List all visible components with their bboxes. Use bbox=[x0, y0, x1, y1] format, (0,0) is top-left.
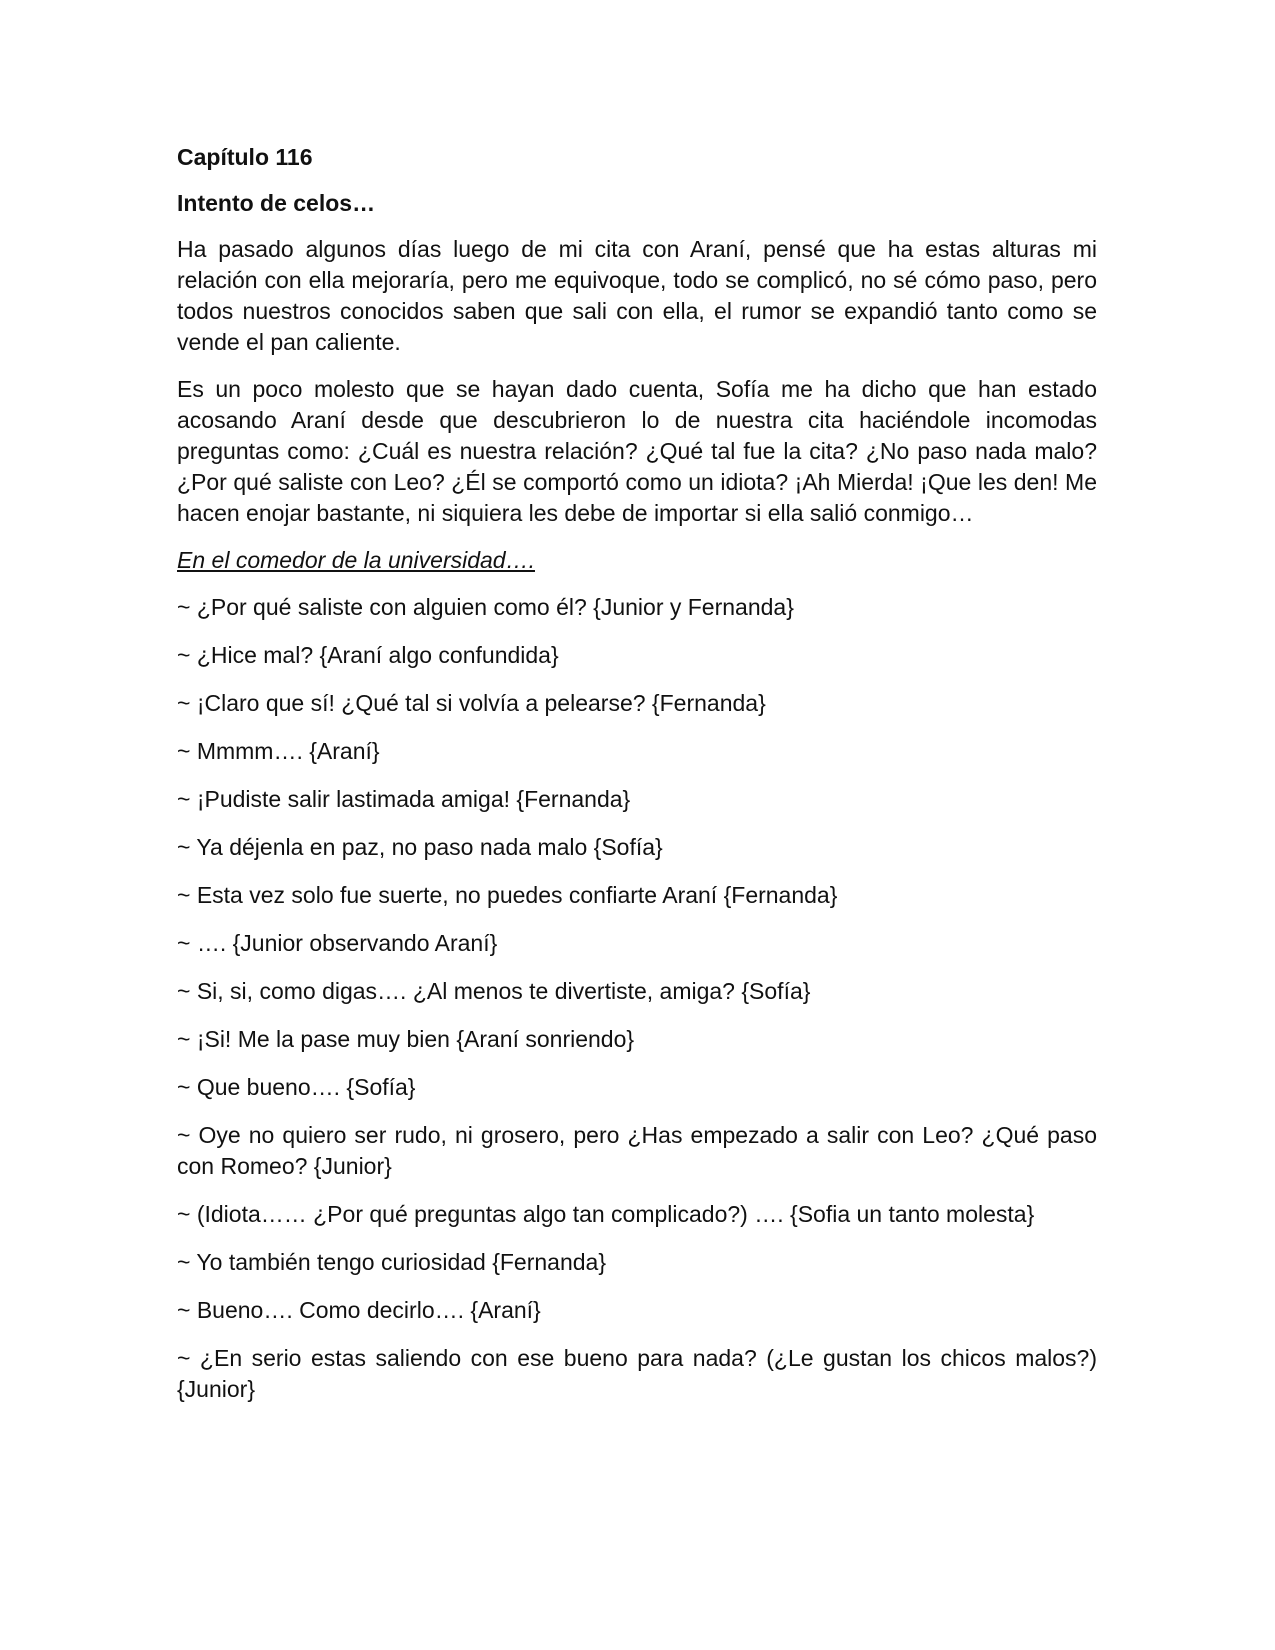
dialogue-line: ~ ¿En serio estas saliendo con ese bueno para nada? (¿Le gustan los chicos malos?) {Junior} bbox=[177, 1345, 1097, 1402]
dialogue-line: ~ Ya déjenla en paz, no paso nada malo {Sofía} bbox=[177, 834, 663, 860]
dialogue-line: ~ …. {Junior observando Araní} bbox=[177, 930, 498, 956]
dialogue-line: ~ Esta vez solo fue suerte, no puedes confiarte Araní {Fernanda} bbox=[177, 882, 838, 908]
dialogue-line: ~ Mmmm…. {Araní} bbox=[177, 738, 380, 764]
dialogue-line: ~ (Idiota…… ¿Por qué preguntas algo tan complicado?) …. {Sofia un tanto molesta} bbox=[177, 1201, 1035, 1227]
dialogue-list bbox=[177, 592, 1097, 1405]
dialogue-line: ~ Yo también tengo curiosidad {Fernanda} bbox=[177, 1249, 607, 1275]
document-page bbox=[177, 142, 1097, 1422]
scene-heading: En el comedor de la universidad…. bbox=[177, 547, 535, 573]
dialogue-line: ~ ¡Pudiste salir lastimada amiga! {Fernanda} bbox=[177, 786, 631, 812]
body-paragraph: Es un poco molesto que se hayan dado cuenta, Sofía me ha dicho que han estado acosando Araní desde que descubrieron lo de nuestra cita haciéndole incomodas preguntas como: ¿Cuál es nuestra relación? ¿Qué tal fue la cita? ¿No paso nada malo? ¿Por qué saliste con Leo? ¿Él se comportó como un idiota? ¡Ah Mierda! ¡Que les den! Me hacen enojar bastante, ni siquiera les debe de importar si ella salió conmigo… bbox=[177, 376, 1097, 526]
chapter-subtitle: Intento de celos… bbox=[177, 190, 376, 216]
dialogue-line: ~ Bueno…. Como decirlo…. {Araní} bbox=[177, 1297, 541, 1323]
body-paragraph: Ha pasado algunos días luego de mi cita con Araní, pensé que ha estas alturas mi relación con ella mejoraría, pero me equivoque, todo se complicó, no sé cómo paso, pero todos nuestros conocidos saben que sali con ella, el rumor se expandió tanto como se vende el pan caliente. bbox=[177, 236, 1097, 355]
dialogue-line: ~ ¿Hice mal? {Araní algo confundida} bbox=[177, 642, 559, 668]
dialogue-line: ~ ¿Por qué saliste con alguien como él? {Junior y Fernanda} bbox=[177, 594, 794, 620]
dialogue-line: ~ ¡Si! Me la pase muy bien {Araní sonriendo} bbox=[177, 1026, 635, 1052]
chapter-title: Capítulo 116 bbox=[177, 144, 313, 170]
dialogue-line: ~ Oye no quiero ser rudo, ni grosero, pero ¿Has empezado a salir con Leo? ¿Qué paso con Romeo? {Junior} bbox=[177, 1122, 1097, 1179]
dialogue-line: ~ Si, si, como digas…. ¿Al menos te divertiste, amiga? {Sofía} bbox=[177, 978, 811, 1004]
dialogue-line: ~ Que bueno…. {Sofía} bbox=[177, 1074, 416, 1100]
dialogue-line: ~ ¡Claro que sí! ¿Qué tal si volvía a pelearse? {Fernanda} bbox=[177, 690, 766, 716]
